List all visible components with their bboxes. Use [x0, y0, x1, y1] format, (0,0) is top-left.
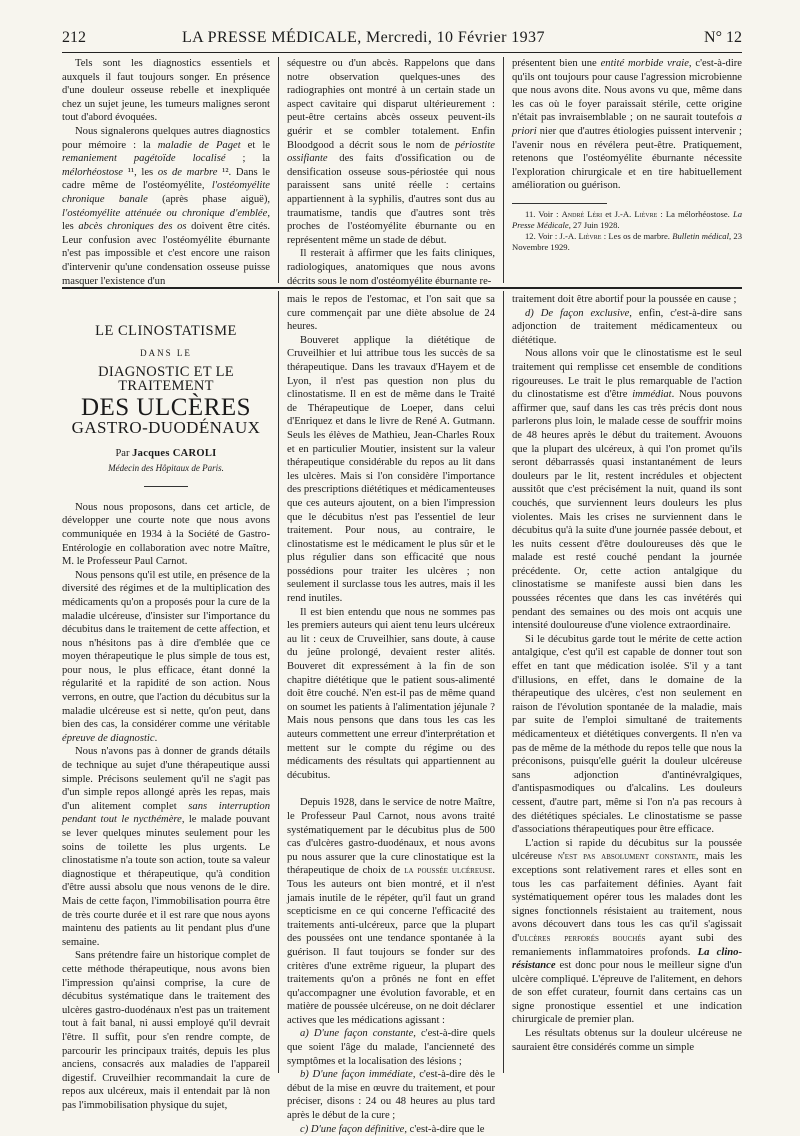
footnote-rule [512, 203, 607, 204]
article-byline: Par Jacques CAROLI [115, 447, 217, 459]
article-col2-paragraph-3: Il est bien entendu que nous ne sommes pas les premiers auteurs qui aient tenu leurs ulcéreux au lit : ceux de Cruveilhier, sans doute, à cause du jeûne prolongé, devaient rester alités. Bouveret dit expressément à la fin de son chapitre diététique que le patient sous-alimenté doit être couché. N'en est-il pas de même quand on soumet les patients à l'alimentation jéjunale ? Mais nous pensons que dans tous les cas les auteurs commettent une erreur d'interprétation et mettent sur le compte du régime ou des médicaments des résultats qui appartiennent au décubitus. [287, 606, 495, 781]
article-col2-paragraph-1: mais le repos de l'estomac, et l'on sait que sa cure commençait par une diète absolue de 24 heures. [287, 294, 495, 333]
article-column-2 [287, 293, 495, 1136]
footnote-12: 12. Voir : J.-A. Lièvre : Les os de marbre. Bulletin médical, 23 Novembre 1929. [512, 230, 743, 252]
footnote-11: 11. Voir : André Léri et J.-A. Lièvre : La mélorhéostose. La Presse Médicale, 27 Juin 1928. [512, 208, 743, 230]
article-col1-paragraph-1: Nous nous proposons, dans cet article, de développer une courte note que nous avons communiquée en 1934 à la Société de Gastro-Entérologie en collaboration avec notre Maître, M. le Professeur Paul Carnot. [62, 501, 270, 568]
section-divider-rule [62, 287, 742, 289]
top-column-2 [287, 57, 495, 288]
title-underline [144, 486, 188, 487]
article-column-divider-1 [278, 291, 279, 1073]
top-col2-paragraph-2: Il resterait à affirmer que les faits cliniques, radiologiques, anatomiques que nous avons décrits sous le nom d'ostéomyélite éburnante re- [287, 248, 495, 287]
top-column-1 [62, 57, 270, 288]
article-title-line-2: DANS LE [140, 347, 192, 358]
top-col1-paragraph-1: Tels sont les diagnostics essentiels et auxquels il faut toujours songer. En présence d'une douleur osseuse rebelle et inexpliquée chez un sujet jeune, les tumeurs malignes seront tout d'abord évoquées. [62, 58, 270, 124]
article-col2-paragraph-2: Bouveret applique la diététique de Cruveilhier et lui attribue tous les succès de sa thérapeutique. Dans les travaux d'Hayem et de Lyon, il n'est pas question non plus du clinostatisme. Il en est de même dans le Traité de Thérapeutique de Loeper, dans celui d'Enriquez et dans le livre de René A. Gutmann. Seuls les élèves de Mathieu, Jean-Charles Roux et en particulier Moutier, insistent sur la valeur thérapeutique considérable du repos au lit dans les ulcères. Mais si l'on considère l'importance des prescriptions diététiques et médicamenteuses que ces auteurs ajoutent, on a bien l'impression que le décubitus n'est pas l'essentiel de leur traitement. Pour nous, au contraire, le clinostatisme est le médicament le plus sûr et le plus régulier dans son efficacité que nous possédions pour traiter les ulcères ; non seulement il surclasse tous les autres, mais il les rend inutiles. [287, 334, 495, 605]
top-col3-paragraph-1: présentent bien une entité morbide vraie, c'est-à-dire qu'ils ont toujours pour cause l'agression microbienne que nous avons dite. Nous avons vu que, même dans les cas où le foyer paraissait stérile, cette origine n'était pas invraisemblable ; on ne saurait toutefois a priori nier que d'autres étiologies puissent intervenir ; l'avenir nous en révélera peut-être. Pratiquement, retenons que l'ostéomyélite éburnante nécessite l'exploration chirurgicale et en tire habituellement amélioration ou guérison. [512, 58, 743, 192]
author-affiliation: Médecin des Hôpitaux de Paris. [108, 463, 224, 474]
issue-number: N° 12 [704, 29, 742, 46]
article-col3-paragraph-5: Les résultats obtenus sur la douleur ulcéreuse ne sauraient être considérés comme un simple [512, 1028, 742, 1053]
page-header [62, 28, 742, 48]
header-rule [62, 52, 742, 53]
article-col3-paragraph-1: traitement doit être abortif pour la poussée en cause ; [512, 294, 737, 305]
article-title-line-5: GASTRO-DUODÉNAUX [71, 417, 261, 437]
article-col1-paragraph-3: Nous n'avons pas à donner de grands détails de technique au sujet d'une thérapeutique aussi simple. Précisons seulement qu'il ne s'agit pas d'un simple repos allongé après les repas, mais d'un alitement complet sans interruption pendant tout le nycthémère, le malade pouvant se lever quelques minutes seulement pour les soins de toilette les plus urgents. Le clinostatisme n'a toute son action, toute sa valeur diagnostique et thérapeutique, qu'à condition d'être aussi absolu que nous venons de le dire. Mais de cette façon, l'immobilisation pourra être de très courte durée et il est rare que nous ayons maintenu des patients au lit pendant plus d'une semaine. [62, 746, 270, 948]
article-title-line-3: DIAGNOSTIC ET LE TRAITEMENT [98, 364, 234, 394]
article-column-1 [62, 291, 270, 1112]
article-col2-item-c: c) D'une façon définitive, c'est-à-dire que le [300, 1123, 485, 1135]
article-col3-paragraph-2: Nous allons voir que le clinostatisme est le seul traitement qui remplisse cet ensemble de conditions rigoureuses. Le trait le plus remarquable de l'action du clinostatisme est d'être immédiat. Nous pouvons affirmer que, sauf dans les cas très précis dont nous parlerons plus loin, le malade cesse de souffrir moins de 48 heures après le début du traitement. Avouons que la plupart des ulcéreux, à qui l'on promet qu'ils seront débarrassés quasi instantanément de leurs douleurs par le lit, restent incrédules et objectent aussitôt que c'est précisément la nuit, quand ils sont couchés, que surviennent leurs douleurs les plus violentes. Mais les crises ne surviennent dans le décubitus qu'à la suite d'une journée passée debout, et les nuits cessent d'être douloureuses dès que le malade est resté couché pendant la journée précédente. Or, cette action antalgique du clinostatisme se manifeste aussi bien dans les poussées récentes que dans les cas invétérés qui pendant des semaines ou des mois ont acquis une intensité douloureuse d'une violence extraordinaire. [512, 348, 742, 632]
top-column-3 [512, 57, 742, 253]
article-col2-item-b: b) D'une façon immédiate, c'est-à-dire dès le début de la mise en œuvre du traitement, et pour préciser, disons : 24 ou 48 heures au plus tard après le début de la cure ; [287, 1069, 495, 1122]
top-col1-paragraph-2: Nous signalerons quelques autres diagnostics pour mémoire : la maladie de Paget et le remaniement pagétoïde localisé ; la mélorhéostose ¹¹, les os de marbre ¹². Dans le cadre même de l'ostéomyélite, l'ostéomyélite chronique banale (après phase aiguë), l'ostéomyélite atténuée ou chronique d'emblée, les abcès chroniques des os doivent être cités. Leur confusion avec l'ostéomyélite éburnante n'est pas impossible et c'est encore une raison d'intervenir qu'une condensation osseuse puisse masquer l'existence d'un [62, 125, 271, 287]
article-title-line-4: DES ULCÈRES [80, 394, 252, 422]
top-column-divider-1 [278, 57, 279, 283]
article-title-block [62, 325, 270, 487]
top-column-divider-2 [503, 57, 504, 283]
article-title-line-1: LE CLINOSTATISME [95, 323, 237, 339]
article-column-3 [512, 293, 742, 1054]
article-col1-paragraph-2: Nous pensons qu'il est utile, en présence de la diversité des régimes et de la multiplication des médicaments qu'on a proposés pour la cure de la maladie ulcéreuse, d'insister sur l'importance du décubitus dans le traitement de cette affection, et nous n'hésitons pas à dire d'emblée que ce moyen thérapeutique le plus simple de tous est, pour nous, le plus efficace, étant donné la régularité et la rapidité de son action. Nous verrons, en outre, que l'action du décubitus sur la maladie ulcéreuse est si nette, qu'on peut, dans bien des cas, la considérer comme une véritable épreuve de diagnostic. [62, 569, 270, 744]
page-number: 212 [62, 29, 86, 46]
article-col2-paragraph-4: Depuis 1928, dans le service de notre Maître, le Professeur Paul Carnot, nous avons traité systématiquement par le décubitus plus de 500 cas d'ulcères gastro-duodénaux, et nous avons pu nous assurer que la cure clinostatique est la thérapeutique de choix de la poussée ulcéreuse. Tous les auteurs ont bien montré, et il n'est jamais inutile de le répéter, qu'il faut un grand scepticisme en ce qui concerne l'efficacité des traitements anti-ulcéreux, parce que la plupart des poussées ont une tendance spontanée à la guérison. Il faut toujours se fonder sur des critères d'une extrême rigueur, la plupart des traitements qu'on a prônés ne font en effet qu'accompagner une évolution favorable, et en matière de poussée ulcéreuse, on ne doit déclarer actives que les médications agissant : [287, 797, 496, 1026]
article-col3-item-d: d) De façon exclusive, enfin, c'est-à-dire sans adjonction de traitement médicamenteux ou diététique. [512, 307, 742, 346]
article-col3-paragraph-3: Si le décubitus garde tout le mérite de cette action antalgique, c'est qu'il est capable de donner tout son effet en tant que médication isolée. S'il y a tant d'illusions, en effet, dans le domaine de la thérapeutique des ulcères, c'est non seulement en raison de l'évolution spontanée de la maladie, mais par suite de l'emploi simultané de traitements médicamenteux et diététiques convergents. Il n'en va pas de même de la méthode du repos telle que nous la préconisons, puisqu'elle guérit la douleur ulcéreuse sans adjonction d'antinévralgiques, d'antispasmodiques ou d'alcalins. Les douleurs cessent, d'autre part, même si l'on n'a pas recours à des diététiques spéciales. Le clinostatisme se passe d'associations thérapeutiques pour être efficace. [512, 633, 742, 836]
article-col2-item-a: a) D'une façon constante, c'est-à-dire quels que soient l'âge du malade, l'ancienneté des symptômes et la localisation des lésions ; [287, 1028, 495, 1067]
article-col1-paragraph-4: Sans prétendre faire un historique complet de cette méthode thérapeutique, nous avons bien l'impression qu'ainsi comprise, la cure de décubitus systématique dans le traitement des ulcères gastro-duodénaux n'est pas un traitement tout à fait banal, ni aussi employé qu'il devrait l'être. Il suffit, pour s'en rendre compte, de parcourir les principaux traités, depuis les plus anciens, consacrés aux maladies de l'appareil digestif. Cruveilhier recommandait la cure de repos aux ulcéreux, mais il entendait par là non pas l'immobilisation physique du sujet, [62, 950, 270, 1111]
journal-title: LA PRESSE MÉDICALE, Mercredi, 10 Février 1937 [182, 29, 545, 46]
article-column-divider-2 [503, 291, 504, 1073]
article-col3-paragraph-4: L'action si rapide du décubitus sur la poussée ulcéreuse n'est pas absolument constante, mais les exceptions sont relativement rares et elles sont en tous les cas parfaitement définies. Ayant fait systématiquement opérer tous les malades dont les signes fonctionnels résistaient au traitement, nous avons découvert dans tous les cas qu'il s'agissait d'ulcères perforés bouchés ayant subi des remaniements inflammatoires profonds. La clino-résistance est donc pour nous le meilleur signe d'un ulcère compliqué. L'épreuve de l'alitement, en dehors de son effet curateur, fournit dans certains cas un signe pronostique essentiel et une indication chirurgicale de premier plan. [512, 837, 742, 1026]
author-name: Jacques CAROLI [132, 447, 217, 459]
top-col2-paragraph-1: séquestre ou d'un abcès. Rappelons que dans notre observation quelques-unes des radiographies ont montré à un certain stade un aspect cavitaire qui disparut ultérieurement : peut-être certains abcès osseux peuvent-ils guérir et se combler totalement. Enfin Bloodgood a décrit sous le nom de périostite ossifiante des faits d'ossification ou de densification osseuse sous-périostée qui nous paraissent sans unité réelle : certains appartiennent à la syphilis, d'autres sont dus au traumatisme, tandis que d'autres sont très proches de l'ostéomyélite éburnante ou en représentent même un stade de début. [287, 58, 495, 246]
